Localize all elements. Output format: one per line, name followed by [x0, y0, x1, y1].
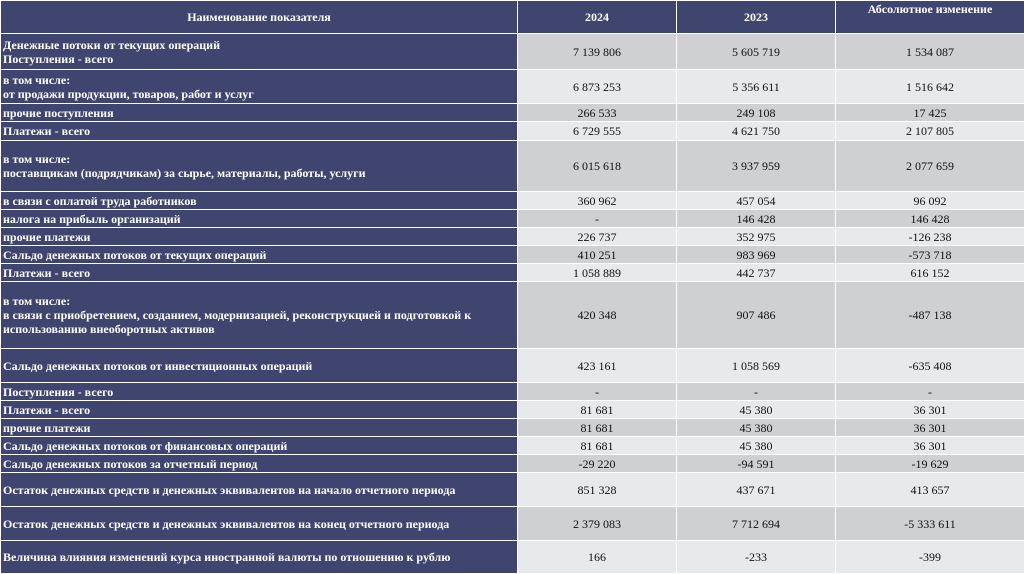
value-2024: 6 015 618	[518, 141, 677, 192]
header-2024: 2024	[518, 1, 677, 34]
value-2024: 420 348	[518, 282, 677, 349]
row-label: Остаток денежных средств и денежных эквивалентов на начало отчетного периода	[1, 473, 518, 507]
value-change: -573 718	[836, 246, 1024, 264]
value-2024: 226 737	[518, 228, 677, 246]
header-absolute-change: Абсолютное изменение	[836, 1, 1024, 34]
row-label: Величина влияния изменений курса иностранной валюты по отношению к рублю	[1, 541, 518, 574]
value-change: 96 092	[836, 192, 1024, 210]
value-change: 17 425	[836, 104, 1024, 122]
value-2023: 45 380	[677, 401, 836, 419]
value-2023: 4 621 750	[677, 122, 836, 141]
table-row	[1, 192, 1024, 210]
value-2023: 442 737	[677, 264, 836, 282]
row-label: Поступления - всего	[1, 383, 518, 401]
header-2023: 2023	[677, 1, 836, 34]
value-2023: 352 975	[677, 228, 836, 246]
value-2023: 907 486	[677, 282, 836, 349]
value-change: -126 238	[836, 228, 1024, 246]
value-2023: 249 108	[677, 104, 836, 122]
value-change: -19 629	[836, 455, 1024, 473]
value-2024: 166	[518, 541, 677, 574]
value-change: 1 534 087	[836, 34, 1024, 70]
value-2024: 1 058 889	[518, 264, 677, 282]
value-2023: 146 428	[677, 210, 836, 228]
table-row	[1, 437, 1024, 455]
value-2023: 5 356 611	[677, 70, 836, 104]
table-row	[1, 34, 1024, 70]
header-row	[1, 1, 1024, 34]
row-label: в связи с оплатой труда работников	[1, 192, 518, 210]
value-2024: 851 328	[518, 473, 677, 507]
value-change: 413 657	[836, 473, 1024, 507]
value-2023: 5 605 719	[677, 34, 836, 70]
value-2023: 437 671	[677, 473, 836, 507]
value-2024: 81 681	[518, 437, 677, 455]
table-row	[1, 104, 1024, 122]
value-2024: 266 533	[518, 104, 677, 122]
table-row	[1, 455, 1024, 473]
value-change: 1 516 642	[836, 70, 1024, 104]
value-2024: 2 379 083	[518, 507, 677, 541]
value-change: 2 107 805	[836, 122, 1024, 141]
table-row	[1, 507, 1024, 541]
table-row	[1, 141, 1024, 192]
value-2024: -	[518, 383, 677, 401]
value-change: -635 408	[836, 349, 1024, 383]
row-label: Сальдо денежных потоков от финансовых операций	[1, 437, 518, 455]
table-row	[1, 473, 1024, 507]
value-2023: -	[677, 383, 836, 401]
table-row	[1, 419, 1024, 437]
table-row	[1, 246, 1024, 264]
row-label: прочие платежи	[1, 228, 518, 246]
table-row	[1, 282, 1024, 349]
row-label: прочие платежи	[1, 419, 518, 437]
value-2024: -29 220	[518, 455, 677, 473]
row-label: Платежи - всего	[1, 264, 518, 282]
table-row	[1, 401, 1024, 419]
value-2023: 1 058 569	[677, 349, 836, 383]
value-change: 2 077 659	[836, 141, 1024, 192]
value-2024: 81 681	[518, 401, 677, 419]
value-change: 36 301	[836, 401, 1024, 419]
table-row	[1, 70, 1024, 104]
value-2024: 410 251	[518, 246, 677, 264]
row-label: в том числе: поставщикам (подрядчикам) за сырье, материалы, работы, услуги	[1, 141, 518, 192]
value-change: -	[836, 383, 1024, 401]
value-change: 146 428	[836, 210, 1024, 228]
table-row	[1, 349, 1024, 383]
row-label: в том числе: от продажи продукции, товаров, работ и услуг	[1, 70, 518, 104]
value-2023: 3 937 959	[677, 141, 836, 192]
value-2024: 7 139 806	[518, 34, 677, 70]
value-change: -487 138	[836, 282, 1024, 349]
table-row	[1, 541, 1024, 574]
table-row	[1, 383, 1024, 401]
value-2023: -233	[677, 541, 836, 574]
header-indicator: Наименование показателя	[1, 1, 518, 34]
value-2023: -94 591	[677, 455, 836, 473]
value-change: -5 333 611	[836, 507, 1024, 541]
row-label: Остаток денежных средств и денежных эквивалентов на конец отчетного периода	[1, 507, 518, 541]
value-2023: 45 380	[677, 419, 836, 437]
row-label: прочие поступления	[1, 104, 518, 122]
value-2024: -	[518, 210, 677, 228]
value-change: -399	[836, 541, 1024, 574]
row-label: Платежи - всего	[1, 401, 518, 419]
row-label: в том числе: в связи с приобретением, созданием, модернизацией, реконструкцией и подготовкой к использованию внеоборотных активов	[1, 282, 518, 349]
table-row	[1, 122, 1024, 141]
table-row	[1, 228, 1024, 246]
value-change: 616 152	[836, 264, 1024, 282]
row-label: налога на прибыль организаций	[1, 210, 518, 228]
row-label: Денежные потоки от текущих операций Поступления - всего	[1, 34, 518, 70]
value-2024: 81 681	[518, 419, 677, 437]
value-2023: 7 712 694	[677, 507, 836, 541]
value-2024: 6 729 555	[518, 122, 677, 141]
value-2023: 457 054	[677, 192, 836, 210]
value-2023: 45 380	[677, 437, 836, 455]
value-2024: 6 873 253	[518, 70, 677, 104]
value-2023: 983 969	[677, 246, 836, 264]
row-label: Сальдо денежных потоков за отчетный период	[1, 455, 518, 473]
value-change: 36 301	[836, 419, 1024, 437]
value-2024: 423 161	[518, 349, 677, 383]
value-2024: 360 962	[518, 192, 677, 210]
table-row	[1, 210, 1024, 228]
row-label: Сальдо денежных потоков от инвестиционных операций	[1, 349, 518, 383]
row-label: Платежи - всего	[1, 122, 518, 141]
row-label: Сальдо денежных потоков от текущих операций	[1, 246, 518, 264]
table-row	[1, 264, 1024, 282]
value-change: 36 301	[836, 437, 1024, 455]
